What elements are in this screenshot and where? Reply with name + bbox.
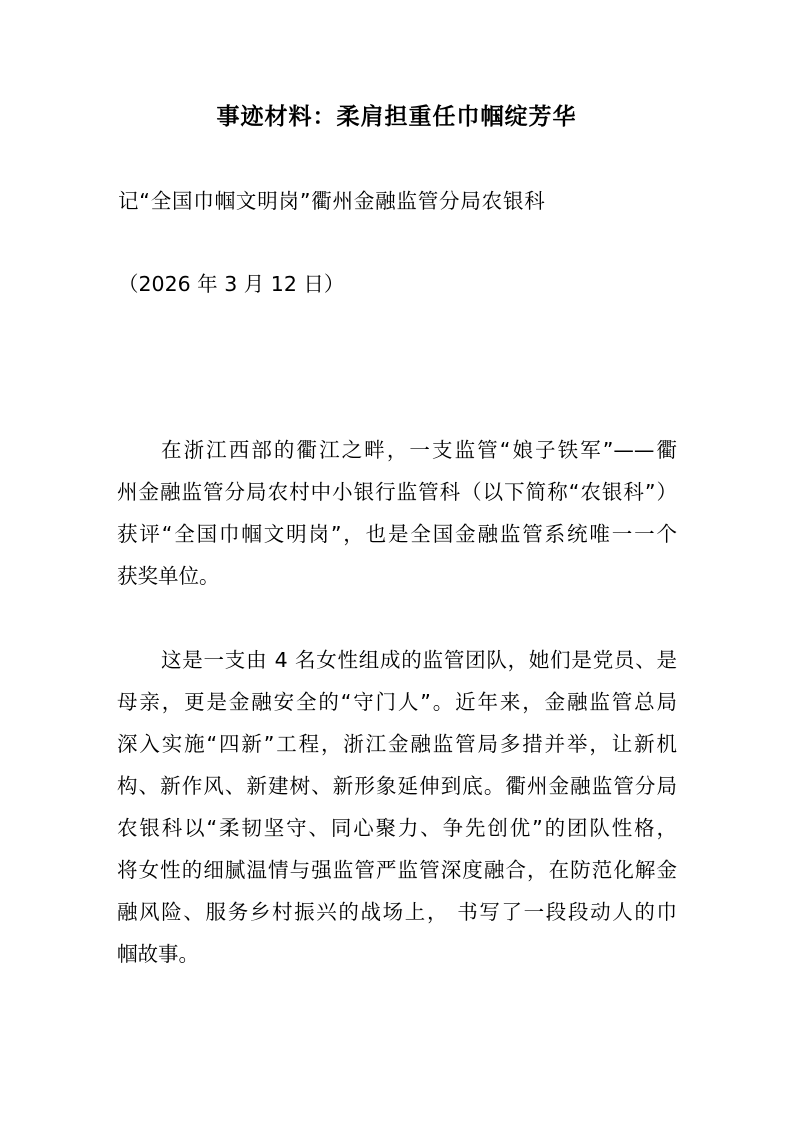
- paragraph-line: 获评“全国巾帼文明岗”，也是全国金融监管系统唯一一个: [117, 522, 677, 546]
- paragraph-line: 这是一支由 4 名女性组成的监管团队，她们是党员、是: [161, 648, 677, 672]
- paragraph-line: 深入实施“四新”工程，浙江金融监管局多措并举，让新机: [117, 732, 677, 756]
- paragraph-line: 融风险、服务乡村振兴的战场上， 书写了一段段动人的巾: [117, 900, 677, 924]
- paragraph-line: 获奖单位。: [117, 564, 220, 588]
- document-date: （2026 年 3 月 12 日）: [118, 272, 345, 296]
- document-title: 事迹材料：柔肩担重任巾帼绽芳华: [216, 104, 577, 130]
- paragraph-line: 农银科以“柔韧坚守、同心聚力、争先创优”的团队性格，: [117, 816, 677, 840]
- paragraph-line: 州金融监管分局农村中小银行监管科（以下简称“农银科”）: [117, 480, 677, 504]
- paragraph-line: 帼故事。: [117, 942, 199, 966]
- paragraph-line: 构、新作风、新建树、新形象延伸到底。衢州金融监管分局: [117, 774, 677, 798]
- paragraph-line: 将女性的细腻温情与强监管严监管深度融合，在防范化解金: [117, 858, 677, 882]
- paragraph-1: [117, 429, 677, 597]
- paragraph-line: 在浙江西部的衢江之畔，一支监管“娘子铁军”——衢: [161, 438, 677, 462]
- paragraph-2: [117, 639, 677, 975]
- document-subtitle: 记“全国巾帼文明岗”衢州金融监管分局农银科: [118, 189, 546, 213]
- paragraph-line: 母亲，更是金融安全的“守门人”。近年来，金融监管总局: [117, 690, 677, 714]
